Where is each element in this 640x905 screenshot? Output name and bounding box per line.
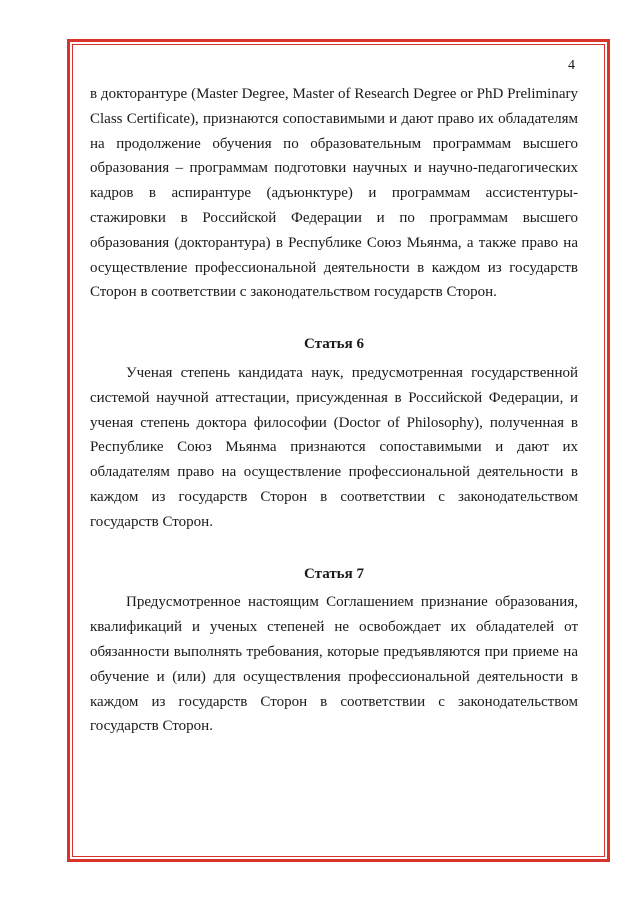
article-7-title: Статья 7 xyxy=(304,565,364,582)
document-body xyxy=(90,82,578,739)
article-6-paragraph: Ученая степень кандидата наук, предусмотренная государственной системой научной аттестации, присужденная в Российской Федерации, и ученая степень доктора философии (Doctor of Philosophy), полученная в Республике Союз Мьянма признаются сопоставимыми и дают их обладателям право на осуществление профессиональной деятельности в каждом из государств Сторон в соответствии с законодательством государств Сторон. xyxy=(90,364,578,530)
article-6 xyxy=(90,332,578,534)
article-7-paragraph: Предусмотренное настоящим Соглашением признание образования, квалификаций и ученых степеней не освобождает их обладателей от обязанности выполнять требования, которые предъявляются при приеме на обучение и (или) для осуществления профессиональной деятельности в каждом из государств Сторон в соответствии с законодательством государств Сторон. xyxy=(90,594,578,735)
page-number: 4 xyxy=(568,58,575,73)
article-7 xyxy=(90,562,578,740)
continuation-paragraph: в докторантуре (Master Degree, Master of Research Degree or PhD Preliminary Class Certificate), признаются сопоставимыми и дают право их обладателям на продолжение обучения по образовательным программам высшего образования – программам подготовки научных и научно-педагогических кадров в аспирантуре (адъюнктуре) и программам ассистентуры-стажировки в Российской Федерации и по программам высшего образования (докторантура) в Республике Союз Мьянма, а также право на осуществление профессиональной деятельности в каждом из государств Сторон в соответствии с законодательством государств Сторон. xyxy=(90,86,578,301)
article-6-title: Статья 6 xyxy=(304,336,364,353)
